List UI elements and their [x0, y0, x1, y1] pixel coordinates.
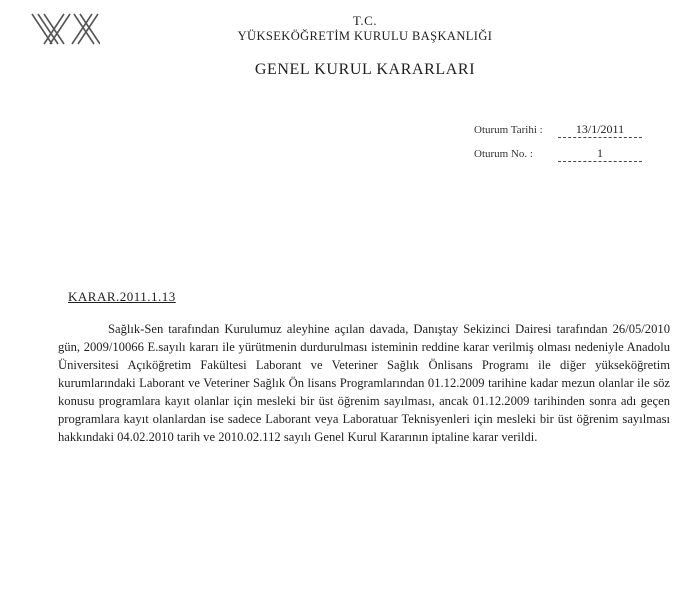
session-no-label: Oturum No. : — [474, 148, 533, 160]
decision-id: KARAR.2011.1.13 — [68, 289, 176, 304]
session-date-row — [474, 122, 642, 138]
session-no-row — [474, 146, 642, 162]
institution-name: YÜKSEKÖĞRETİM KURULU BAŞKANLIĞI — [237, 29, 493, 43]
session-no-value: 1 — [558, 146, 642, 162]
session-date-label: Oturum Tarihi : — [474, 124, 543, 136]
page-title: GENEL KURUL KARARLARI — [254, 61, 476, 78]
session-date-value: 13/1/2011 — [558, 122, 642, 138]
decision-text: Sağlık-Sen tarafından Kurulumuz aleyhine açılan davada, Danıştay Sekizinci Dairesi tarafından 26/05/2010 gün, 2009/10066 E.sayılı kararı ile yürütmenin durdurulması isteminin reddine karar verilmiş olması nedeniyle Anadolu Üniversitesi Açıköğretim Fakültesi Laborant ve Veteriner Sağlık Önlisans Programı ile diğer yükseköğretim kurumlarındaki Laborant ve Veteriner Sağlık Ön lisans Programlarından 01.12.2009 tarihine kadar mezun olanlar ile söz konusu programlara kayıt olanlar için mesleki bir üst öğrenim sayılması, ancak 01.12.2009 tarihinden sonra adı geçen programlara kayıt olanlardan ise sadece Laborant veya Laboratuar Teknisyenleri için mesleki bir üst öğrenim sayılması hakkındaki 04.02.2010 tarih ve 2010.02.112 sayılı Genel Kurul Kararının iptaline karar verildi. — [58, 322, 670, 444]
tc-heading: T.C. — [352, 13, 378, 28]
